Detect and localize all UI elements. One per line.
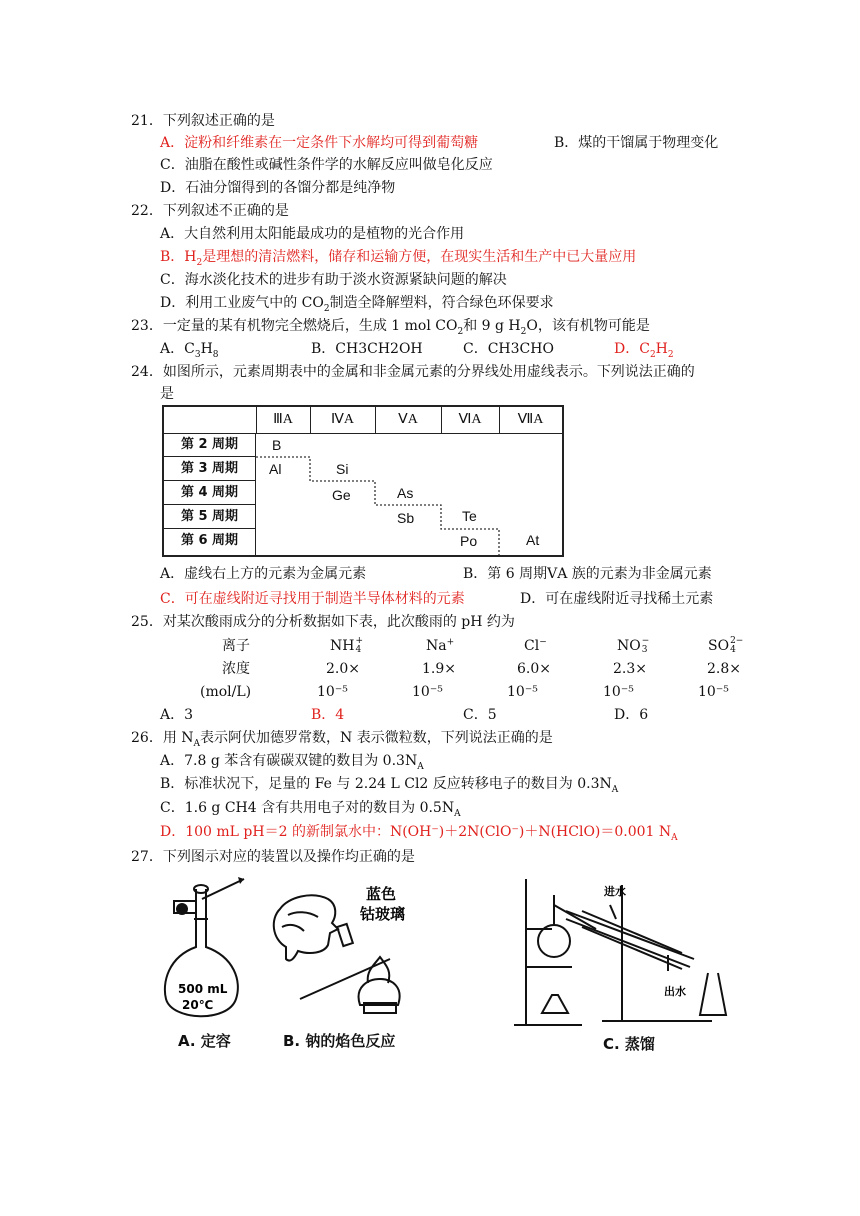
cobalt-glass-label-2: 钴玻璃	[360, 905, 406, 923]
conc-so4: 2.8×	[707, 661, 741, 677]
ion-na: Na+	[426, 637, 455, 654]
element-te: Te	[462, 508, 477, 524]
element-at: At	[526, 532, 540, 548]
group-header-6a: ⅥA	[441, 407, 500, 434]
q22-option-a: A．大自然利用太阳能最成功的是植物的光合作用	[160, 226, 465, 242]
conc-no3: 2.3×	[613, 661, 647, 677]
q26-option-d: D．100 mL pH＝2 的新制氯水中：N(OH⁻)＋2N(ClO⁻)＋N(HClO)＝0.001 $N_A$	[160, 824, 678, 843]
group-header-5a: ⅤA	[375, 407, 442, 434]
period-5: 第 5 周期	[164, 505, 256, 529]
q25-row-unit-label: (mol/L)	[200, 684, 252, 700]
q23-option-b: B．CH3CH2OH	[311, 341, 423, 357]
ion-cl: Cl−	[524, 637, 547, 654]
q21-option-c: C．油脂在酸性或碱性条件学的水解反应叫做皂化反应	[160, 157, 493, 173]
q24-option-d: D．可在虚线附近寻找稀土元素	[520, 591, 714, 607]
metal-nonmetal-boundary	[164, 407, 564, 557]
q24-option-c: C．可在虚线附近寻找用于制造半导体材料的元素	[160, 591, 465, 607]
caption-c: C. 蒸馏	[603, 1035, 655, 1053]
element-si: Si	[336, 461, 349, 477]
water-out-label: 出水	[664, 985, 686, 998]
q23-option-a: A．$C_3H_8$	[160, 341, 219, 360]
q24-stem-line2: 是	[160, 386, 174, 402]
period-3: 第 3 周期	[164, 457, 256, 481]
flame-test-figure	[268, 875, 438, 1035]
q21-option-a: A．淀粉和纤维素在一定条件下水解均可得到葡萄糖	[160, 135, 479, 151]
ion-no3: NO − 3	[617, 636, 650, 655]
q26-option-b: B．标准状况下，足量的 Fe 与 2.24 L Cl2 反应转移电子的数目为 $0.3N_A$	[160, 776, 619, 795]
element-po: Po	[460, 533, 478, 549]
conc-na: 1.9×	[422, 661, 456, 677]
q25-row-conc-label: 浓度	[222, 661, 250, 677]
q25-option-b: B．4	[311, 707, 345, 723]
q26-option-c: C．1.6 g CH4 含有共用电子对的数目为 $0.5N_A$	[160, 800, 461, 819]
element-sb: Sb	[397, 510, 415, 526]
q25-option-a: A．3	[160, 707, 194, 723]
caption-b: B. 钠的焰色反应	[283, 1032, 396, 1050]
q21-stem: 21．下列叙述正确的是	[131, 113, 275, 129]
q25-option-c: C．5	[463, 707, 497, 723]
element-al: Al	[269, 461, 282, 477]
exp-na: 10⁻⁵	[412, 684, 443, 700]
flask-temp-label: 20℃	[182, 998, 214, 1012]
q27-stem: 27．下列图示对应的装置以及操作均正确的是	[131, 849, 415, 865]
conc-cl: 6.0×	[517, 661, 551, 677]
q26-stem: 26．用 $N_A$表示阿伏加德罗常数，N 表示微粒数，下列说法正确的是	[131, 730, 553, 749]
group-header-7a: ⅦA	[499, 407, 562, 434]
ion-so4: SO 2− 4	[708, 636, 744, 655]
exp-so4: 10⁻⁵	[698, 684, 729, 700]
period-4: 第 4 周期	[164, 481, 256, 505]
element-as: As	[397, 485, 414, 501]
q23-option-d: D．$C_2H_2$	[614, 341, 674, 360]
conc-nh4: 2.0×	[326, 661, 360, 677]
q22-option-d: D．利用工业废气中的 $CO_2$制造全降解塑料，符合绿色环保要求	[160, 295, 554, 314]
q23-stem: 23．一定量的某有机物完全燃烧后，生成 1 mol $CO_2$和 9 g $H_2O$，该有机物可能是	[131, 318, 650, 337]
group-header-3a: ⅢA	[256, 407, 311, 434]
water-in-label: 进水	[604, 885, 626, 898]
exp-no3: 10⁻⁵	[603, 684, 634, 700]
q24-option-b: B．第 6 周期ⅤA 族的元素为非金属元素	[463, 566, 712, 582]
flask-volume-label: 500 mL	[178, 982, 228, 996]
q21-option-b: B．煤的干馏属于物理变化	[554, 135, 719, 151]
q24-option-a: A．虚线右上方的元素为金属元素	[160, 566, 367, 582]
periodic-table-excerpt	[162, 405, 564, 557]
period-2: 第 2 周期	[164, 433, 256, 457]
cobalt-glass-label-1: 蓝色	[366, 885, 397, 903]
distillation-figure	[512, 875, 742, 1035]
q25-row-ion-label: 离子	[222, 638, 250, 654]
exp-nh4: 10⁻⁵	[317, 684, 348, 700]
q26-option-a: A．7.8 g 苯含有碳碳双键的数目为 $0.3N_A$	[160, 753, 424, 772]
exp-cl: 10⁻⁵	[507, 684, 538, 700]
ion-nh4: NH + 4	[330, 636, 364, 655]
caption-a: A. 定容	[178, 1032, 231, 1050]
q22-option-b: B．$H_2$是理想的清洁燃料，储存和运输方便，在现实生活和生产中已大量应用	[160, 249, 637, 268]
q25-stem: 25．对某次酸雨成分的分析数据如下表，此次酸雨的 pH 约为	[131, 614, 515, 630]
period-6: 第 6 周期	[164, 529, 256, 555]
q24-stem-line1: 24．如图所示，元素周期表中的金属和非金属元素的分界线处用虚线表示。下列说法正确的	[131, 364, 695, 380]
volumetric-flask-figure	[158, 875, 268, 1035]
group-header-4a: ⅣA	[310, 407, 376, 434]
q25-option-d: D．6	[614, 707, 649, 723]
q22-stem: 22．下列叙述不正确的是	[131, 203, 289, 219]
q21-option-d: D．石油分馏得到的各馏分都是纯净物	[160, 180, 396, 196]
q23-option-c: C．CH3CHO	[463, 341, 554, 357]
element-ge: Ge	[332, 487, 351, 503]
element-b: B	[272, 437, 282, 453]
q22-option-c: C．海水淡化技术的进步有助于淡水资源紧缺问题的解决	[160, 272, 507, 288]
